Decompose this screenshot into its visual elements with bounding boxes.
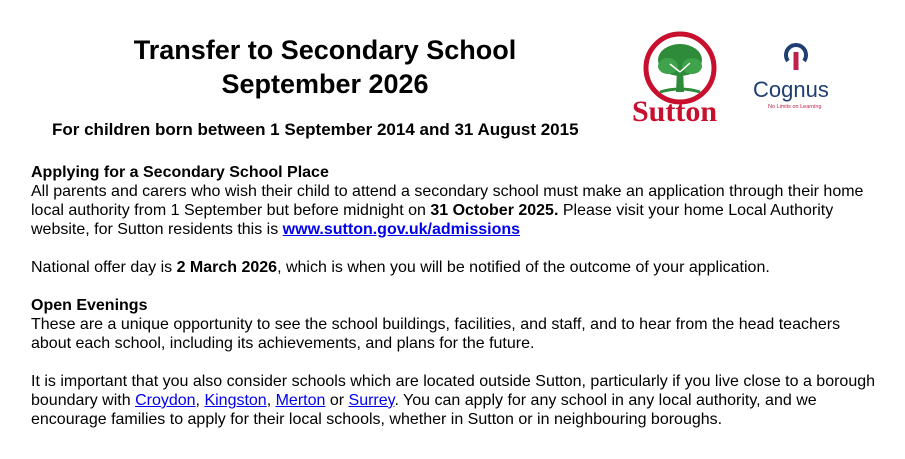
outside-text-2: . You can apply for any school in any local authority, and we encourage families to apply for their local schools, whether in Sutton or in neighbouring boroughs. (31, 392, 817, 428)
offer-text-2: , which is when you will be notified of the outcome of your application. (277, 259, 770, 276)
offer-date: 2 March 2026 (176, 259, 278, 276)
outside-sep-1: , (195, 392, 205, 409)
croydon-link[interactable]: Croydon (135, 392, 196, 409)
open-evenings-paragraph: These are a unique opportunity to see the school buildings, facilities, and staff, and to hear from the head teachers about each school, including its achievements, and plans for the future. (31, 316, 841, 352)
tree-icon (658, 44, 702, 92)
merton-link[interactable]: Merton (275, 392, 326, 409)
outside-sutton-paragraph (31, 372, 881, 429)
page-title (60, 33, 590, 101)
applying-text-1: All parents and carers who wish their child to attend a secondary school must make an application through their home local authority from 1 September but before midnight on (31, 183, 864, 219)
admissions-link[interactable]: www.sutton.gov.uk/admissions (282, 221, 521, 238)
surrey-link[interactable]: Surrey (348, 392, 395, 409)
outside-text-1: It is important that you also consider schools which are located outside Sutton, particularly if you live close to a borough boundary with (31, 373, 876, 409)
main-content (31, 163, 881, 429)
cognus-logo-text: Cognus (753, 77, 829, 102)
outside-sep-3: or (325, 392, 349, 409)
offer-text-1: National offer day is (31, 259, 177, 276)
cognus-tagline: No Limits on Learning (768, 104, 822, 110)
section-heading-applying: Applying for a Secondary School Place (31, 164, 329, 181)
section-heading-open-evenings: Open Evenings (31, 297, 148, 314)
cognus-logo (748, 35, 843, 120)
cognus-mark-icon (786, 45, 806, 70)
outside-sep-2: , (266, 392, 276, 409)
applying-text-2: Please visit your home Local Authority website, for Sutton residents this is (31, 202, 834, 238)
subtitle: For children born between 1 September 2014 and 31 August 2015 (52, 120, 579, 139)
applying-paragraph (31, 182, 881, 239)
title-line-1: Transfer to Secondary School (133, 35, 517, 65)
offer-paragraph (31, 258, 881, 277)
sutton-logo (630, 30, 738, 125)
sutton-logo-text: Sutton (632, 95, 718, 125)
application-deadline: 31 October 2025. (430, 202, 559, 219)
title-line-2: September 2026 (221, 69, 429, 99)
kingston-link[interactable]: Kingston (204, 392, 267, 409)
